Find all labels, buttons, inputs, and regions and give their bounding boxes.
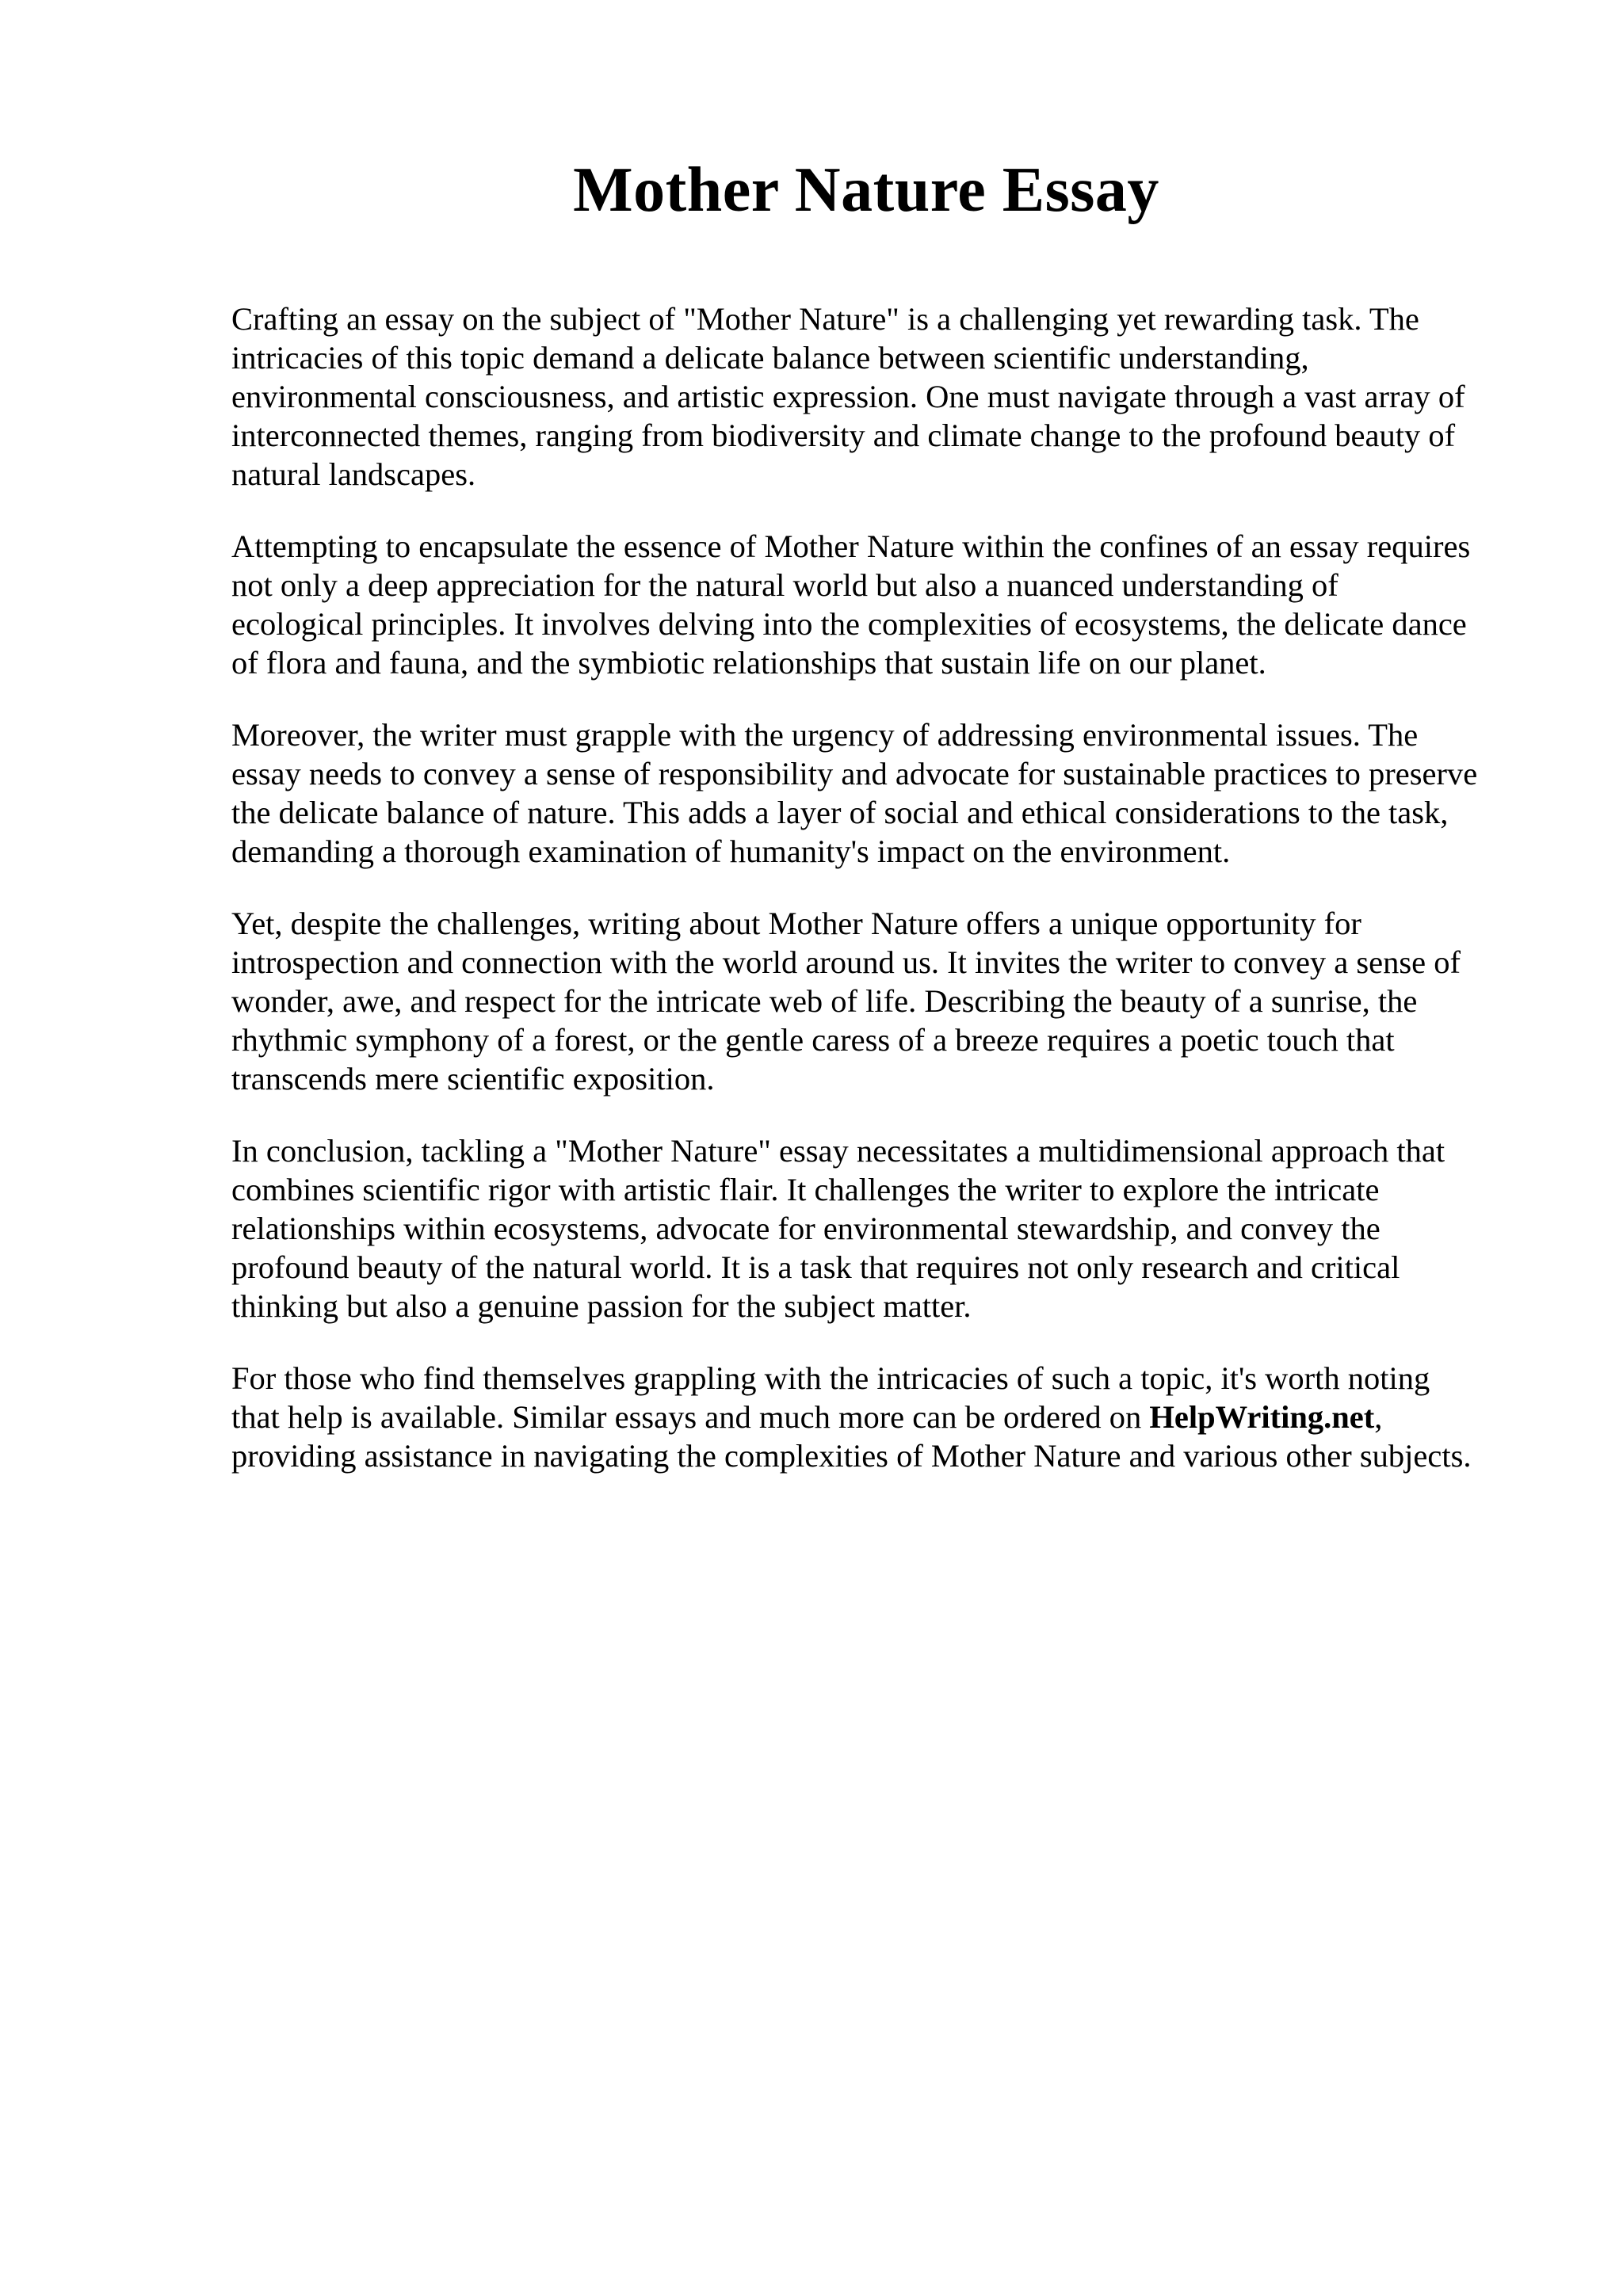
text-line: profound beauty of the natural world. It is a task that requires not only research and critical [231, 1249, 1400, 1285]
text-line: demanding a thorough examination of humanity's impact on the environment. [231, 833, 1231, 869]
text-line: In conclusion, tackling a "Mother Nature" essay necessitates a multidimensional approach that [231, 1133, 1445, 1169]
brand-name: HelpWriting.net [1149, 1399, 1375, 1435]
text-line: wonder, awe, and respect for the intricate web of life. Describing the beauty of a sunrise, the [231, 983, 1418, 1019]
text-line: combines scientific rigor with artistic flair. It challenges the writer to explore the intricate [231, 1172, 1380, 1207]
text-line: Crafting an essay on the subject of "Mother Nature" is a challenging yet rewarding task. The [231, 301, 1419, 337]
text-line: intricacies of this topic demand a delicate balance between scientific understanding, [231, 340, 1309, 376]
paragraph-3 [231, 715, 1515, 871]
text-line: interconnected themes, ranging from biodiversity and climate change to the profound beauty of [231, 418, 1456, 453]
closing-text-before-brand: that help is available. Similar essays and much more can be ordered on [231, 1399, 1150, 1435]
essay-body [231, 299, 1515, 1508]
paragraph-1 [231, 299, 1515, 494]
text-line: providing assistance in navigating the complexities of Mother Nature and various other subjects. [231, 1438, 1472, 1474]
closing-text-after-brand: , [1374, 1399, 1383, 1435]
text-line: transcends mere scientific exposition. [231, 1061, 715, 1097]
paragraph-2 [231, 527, 1515, 682]
text-line: introspection and connection with the world around us. It invites the writer to convey a sense of [231, 944, 1461, 980]
text-line: relationships within ecosystems, advocate for environmental stewardship, and convey the [231, 1211, 1381, 1246]
text-line-with-brand [231, 1398, 1515, 1436]
text-line: For those who find themselves grappling with the intricacies of such a topic, it's worth noting [231, 1360, 1430, 1396]
closing-paragraph [231, 1359, 1515, 1475]
document-title: Mother Nature Essay [573, 155, 1159, 225]
text-line: Yet, despite the challenges, writing about Mother Nature offers a unique opportunity for [231, 906, 1361, 941]
text-line: Attempting to encapsulate the essence of Mother Nature within the confines of an essay requires [231, 528, 1471, 564]
paragraph-4 [231, 904, 1515, 1098]
text-line: natural landscapes. [231, 456, 476, 492]
text-line: not only a deep appreciation for the natural world but also a nuanced understanding of [231, 567, 1338, 603]
paragraph-5 [231, 1131, 1515, 1325]
text-line: essay needs to convey a sense of responsibility and advocate for sustainable practices to preserve [231, 756, 1478, 791]
text-line: thinking but also a genuine passion for the subject matter. [231, 1288, 972, 1324]
text-line: the delicate balance of nature. This adds a layer of social and ethical considerations to the task, [231, 795, 1449, 830]
text-line: rhythmic symphony of a forest, or the gentle caress of a breeze requires a poetic touch that [231, 1022, 1395, 1058]
text-line: Moreover, the writer must grapple with the urgency of addressing environmental issues. The [231, 717, 1419, 753]
text-line: ecological principles. It involves delving into the complexities of ecosystems, the delicate dance [231, 606, 1467, 642]
text-line: of flora and fauna, and the symbiotic relationships that sustain life on our planet. [231, 645, 1266, 681]
text-line: environmental consciousness, and artistic expression. One must navigate through a vast array of [231, 379, 1465, 414]
